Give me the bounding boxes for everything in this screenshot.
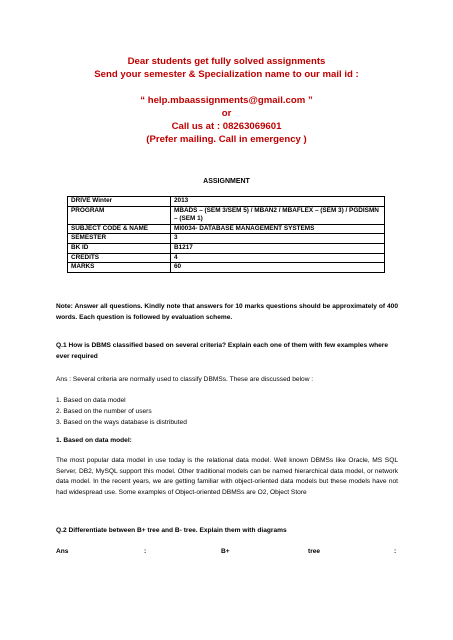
assignment-title: ASSIGNMENT [203,178,250,185]
table-value: MI0034- DATABASE MANAGEMENT SYSTEMS [171,224,385,234]
table-key: BK ID [68,243,171,253]
answer-2-word: : [394,548,397,555]
table-value: MBADS – (SEM 3/SEM 5) / MBAN2 / MBAFLEX – (SEM 3) / PGDISMN – (SEM 1) [171,206,385,224]
promo-phone: Call us at : 08263069601 [171,121,282,132]
criteria-item: 3. Based on the ways database is distributed [56,419,187,426]
table-value: 4 [171,253,385,263]
question-1: Q.1 How is DBMS classified based on several criteria? Explain each one of them with few examples where ever required [56,342,388,360]
answer-2-word: : [144,548,147,555]
table-value: 3 [171,234,385,244]
table-key: MARKS [68,263,171,273]
note-paragraph: Note: Answer all questions. Kindly note that answers for 10 marks questions should be approximately of 400 words. Each question is followed by evaluation scheme. [56,303,398,321]
answer-1-intro: Ans : Several criteria are normally used to classify DBMSs. These are discussed below : [56,376,314,383]
criteria-item: 2. Based on the number of users [56,408,152,415]
table-key: SUBJECT CODE & NAME [68,224,171,234]
section-body: The most popular data model in use today is the relational data model. Well known DBMSs like Oracle, MS SQL Server, DB2, MySQL support this model. Other traditional models can be named hierarchical data model, or network data model. In the recent years, we are getting familiar with object-oriented data models but these models have not had widespread use. Some examples of Object-oriented DBMSs are O2, Object Store [56,457,398,496]
table-key: CREDITS [68,253,171,263]
assignment-info-table [67,196,385,273]
promo-line-2: Send your semester & Specialization name to our mail id : [94,69,359,80]
table-value: B1217 [171,243,385,253]
promo-email: “ help.mbaassignments@gmail.com ” [140,95,313,106]
answer-2-word: B+ [221,548,230,555]
table-row [68,263,385,273]
promo-or: or [221,108,232,119]
table-value: 60 [171,263,385,273]
table-row [68,206,385,224]
table-row [68,224,385,234]
table-row [68,234,385,244]
table-value: 2013 [171,197,385,207]
table-key: PROGRAM [68,206,171,224]
promo-prefer: (Prefer mailing. Call in emergency ) [146,134,307,145]
section-heading: 1. Based on data model: [56,437,132,444]
table-row [68,253,385,263]
criteria-item: 1. Based on data model [56,397,126,404]
table-key: DRIVE Winter [68,197,171,207]
table-key: SEMESTER [68,234,171,244]
answer-2-word: tree [308,548,321,555]
answer-2-line [56,548,398,558]
table-row [68,243,385,253]
question-2: Q.2 Differentiate between B+ tree and B- tree. Explain them with diagrams [56,527,287,534]
promo-line-1: Dear students get fully solved assignments [127,56,326,67]
table-row [68,197,385,207]
answer-2-word: Ans [56,548,69,555]
